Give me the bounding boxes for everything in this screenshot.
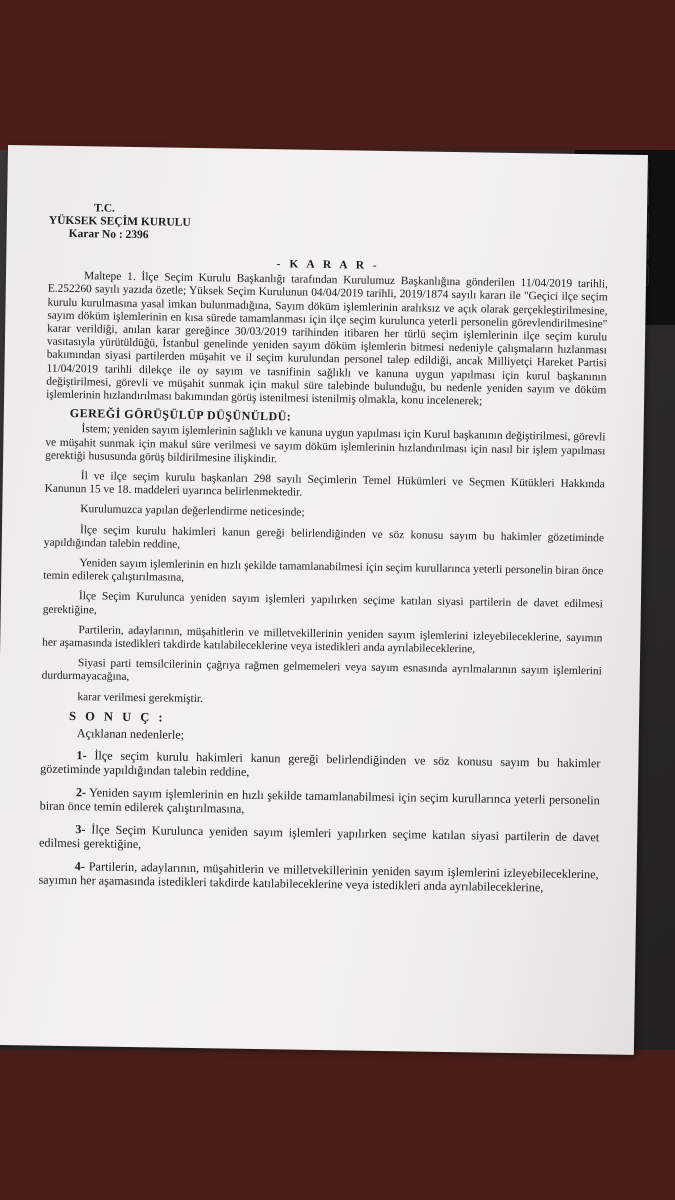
- result-text: Yeniden sayım işlemlerinin en hızlı şekilde tamamlanabilmesi için seçim kurullarınca yeterli personelin biran önce temin edilerek çalıştırılmasına,: [39, 784, 600, 816]
- document-header: [49, 202, 610, 250]
- paragraph-evaluation: Kurulumuzca yapılan değerlendirme neticesinde;: [80, 503, 305, 520]
- result-text: Partilerin, adaylarının, müşahitlerin ve milletvekillerinin yeniden sayım işlemlerini izleyebileceklerine, sayımın her aşamasında istedikleri takdirde katılabileceklerine veya istedikleri anda ayrılabileceklerine,: [38, 858, 599, 895]
- intro-paragraph: Maltepe 1. İlçe Seçim Kurulu Başkanlığı tarafından Kurulumuz Başkanlığına gönderilen 11/04/2019 tarihli, E.252260 sayılı yazıda özetle; Yüksek Seçim Kurulunun 04/04/2019 tarihli, 2019/1874 sayılı kararı ile "Geçici ilçe seçim kurulu kurulmasına yasal imkan bulunmadığına, Sayım döküm işlemlerinin aralıksız ve açık olarak gerçekleştirilmesine, sayım döküm işlemlerinin en kısa sürede tamamlanması için ilçe seçim kurulunca yeterli personelin görevlendirilmesine" karar verildiği, anılan karar gereğince 30/03/2019 tarihinden itibaren her türlü seçim işlemlerinin ilçe seçim kurulu vasıtasıyla yürütüldüğü, İstanbul genelinde yeniden sayım döküm işlemlerin bitmesi nedeniyle çalışmaların hızlanması bakımından siyasi partilerden müşahit ve il seçim kurulundan personel talep edildiği, ancak Milliyetçi Hareket Partisi 11/04/2019 tarihli dilekçe ile oy sayım ve tasnifinin sağlıklı ve kanuna uygun yapılması için kurul başkanının değiştirilmesi, görevli ve müşahit sunmak için makul süre talebinde bulunduğu, bu nedenle yeniden sayım ve döküm işlemlerinin hızlandırılması bakımından görüş istenilmesi istenilmiş olmakla, konu incelenerek;: [46, 270, 609, 408]
- sonuc-title: S O N U Ç :: [68, 708, 166, 725]
- result-number: 3-: [75, 821, 86, 836]
- result-text: İlçe seçim kurulu hakimleri kanun gereği belirlendiğinden ve söz konusu sayım bu hakimler gözetiminde yapıldığından talebin reddine,: [40, 747, 601, 779]
- result-item: [38, 858, 598, 896]
- paragraph-istem: İstem; yeniden sayım işlemlerinin sağlıklı ve kanuna uygun yapılması için Kurul başkanının değiştirilmesi, görevli ve müşahit sunmak için makul süre verilmesi ve sayım döküm işlemlerinin hızlandırılması için nasıl bir işlem yapılması gerektiği hususunda görüş bildirilmesine ilişkindir.: [45, 423, 606, 466]
- result-item: [40, 747, 600, 785]
- sonuc-intro: Açıklanan nedenlerle;: [76, 726, 185, 742]
- section-title: GEREĞİ GÖRÜŞÜLÜP DÜŞÜNÜLDÜ:: [69, 406, 292, 424]
- result-number: 4-: [74, 858, 85, 873]
- result-number: 1-: [76, 747, 87, 762]
- result-number: 2-: [75, 784, 87, 799]
- paragraph-conclusion: karar verilmesi gerekmiştir.: [77, 690, 204, 705]
- header-institution: YÜKSEK SEÇİM KURULU: [48, 214, 191, 229]
- header-tc: T.C.: [93, 202, 116, 215]
- paragraph-judges: İlçe seçim kurulu hakimleri kanun gereği belirlendiğinden ve söz konusu sayım bu hakimler gözetiminde yapıldığından talebin reddine,: [43, 523, 605, 551]
- paragraph-parties: İlçe Seçim Kurulunca yeniden sayım işlemleri yapılırken seçime katılan siyasi partilerin de davet edilmesi gerektiğine,: [42, 590, 603, 617]
- result-item: [39, 821, 599, 859]
- karar-title: - K A R A R -: [276, 258, 380, 272]
- result-item: [40, 784, 600, 822]
- paragraph-representatives: Siyasi parti temsilcilerinin çağrıya rağmen gelmemeleri veya sayım esnasında ayrılmalarının sayım işlemlerini durdurmayacağına,: [41, 657, 602, 684]
- paragraph-law: İl ve ilçe seçim kurulu başkanları 298 sayılı Seçimlerin Temel Hükümleri ve Seçmen Kütükleri Hakkında Kanunun 15 ve 18. maddeleri uyarınca belirlenmektedir.: [44, 470, 605, 499]
- document-paper: [0, 145, 648, 1055]
- result-text: İlçe Seçim Kurulunca yeniden sayım işlemleri yapılırken seçime katılan siyasi partilerin de davet edilmesi gerektiğine,: [38, 821, 600, 852]
- header-decision-no: Karar No : 2396: [68, 227, 149, 242]
- paragraph-personnel: Yeniden sayım işlemlerinin en hızlı şekilde tamamlanabilmesi için seçim kurullarınca yeterli personelin biran önce temin edilerek çalıştırılmasına,: [43, 557, 604, 585]
- decision-document: [38, 202, 609, 904]
- paragraph-observers: Partilerin, adaylarının, müşahitlerin ve milletvekillerinin yeniden sayım işlemlerini izleyebileceklerine, sayımın her aşamasında istedikleri takdirde katılabileceklerine veya istedikleri anda ayrılabileceklerine,: [42, 624, 603, 656]
